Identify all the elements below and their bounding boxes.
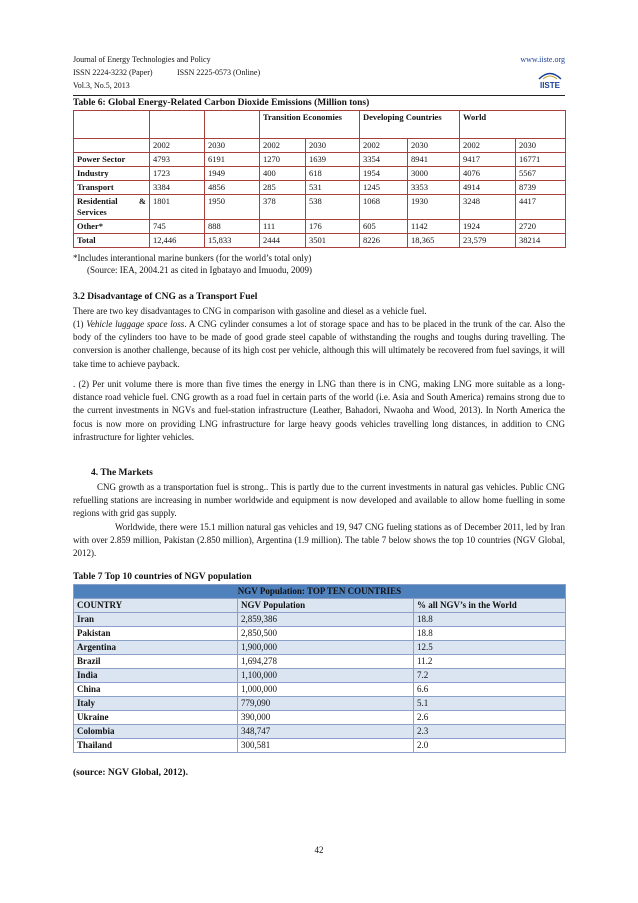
ngv-population-table xyxy=(73,584,566,753)
value-cell: 4076 xyxy=(460,167,516,181)
country-cell: Ukraine xyxy=(74,711,238,725)
section-heading: 3.2 Disadvantage of CNG as a Transport Fuel xyxy=(73,292,258,302)
value-cell: 18.8 xyxy=(414,627,566,641)
value-cell: 1924 xyxy=(460,220,516,234)
table6-caption: Table 6: Global Energy-Related Carbon Dioxide Emissions (Million tons) xyxy=(73,98,370,108)
value-cell: 1,000,000 xyxy=(238,683,414,697)
value-cell: 1270 xyxy=(260,153,306,167)
value-cell: 1245 xyxy=(360,181,408,195)
country-cell: Iran xyxy=(74,613,238,627)
value-cell: 1142 xyxy=(408,220,460,234)
value-cell: 1068 xyxy=(360,195,408,220)
value-cell: 390,000 xyxy=(238,711,414,725)
table7-title-row xyxy=(74,585,566,599)
value-cell: 8226 xyxy=(360,234,408,248)
country-cell: India xyxy=(74,669,238,683)
journal-url[interactable]: www.iiste.org xyxy=(520,55,565,64)
value-cell: 38214 xyxy=(516,234,566,248)
co2-emissions-table xyxy=(73,110,566,248)
country-cell: Colombia xyxy=(74,725,238,739)
paragraph: Worldwide, there were 15.1 million natural gas vehicles and 19, 947 CNG fueling stations as of December 2011, led by Iran with over 2.859 million, Pakistan (2.850 million), Argentina (1.9 million). The table 7 below shows the top 10 countries (NGV Global, 2012). xyxy=(73,522,565,559)
table-row xyxy=(74,669,566,683)
country-cell: Brazil xyxy=(74,655,238,669)
value-cell: 2,859,386 xyxy=(238,613,414,627)
group-world: World xyxy=(460,111,566,139)
value-cell: 18.8 xyxy=(414,613,566,627)
table7-source: (source: NGV Global, 2012). xyxy=(73,768,188,778)
value-cell: 3384 xyxy=(150,181,205,195)
row-label xyxy=(74,195,150,220)
country-cell: Pakistan xyxy=(74,627,238,641)
year-cell: 2002 xyxy=(150,139,205,153)
value-cell: 1950 xyxy=(205,195,260,220)
value-cell: 9417 xyxy=(460,153,516,167)
value-cell: 745 xyxy=(150,220,205,234)
value-cell: 3353 xyxy=(408,181,460,195)
value-cell: 348,747 xyxy=(238,725,414,739)
row-label: Industry xyxy=(74,167,150,181)
value-cell: 2.3 xyxy=(414,725,566,739)
value-cell: 5.1 xyxy=(414,697,566,711)
value-cell: 1949 xyxy=(205,167,260,181)
row-label: Transport xyxy=(74,181,150,195)
value-cell: 2720 xyxy=(516,220,566,234)
value-cell: 11.2 xyxy=(414,655,566,669)
value-cell: 8739 xyxy=(516,181,566,195)
group-transition: Transition Economies xyxy=(260,111,360,139)
column-header: NGV Population xyxy=(238,599,414,613)
table-row xyxy=(74,641,566,655)
table6-footnote: *Includes interantional marine bunkers (for the world’s total only) xyxy=(73,253,312,263)
table6-year-row xyxy=(74,139,566,153)
group-developing: Developing Countries xyxy=(360,111,460,139)
row-label: Other* xyxy=(74,220,150,234)
value-cell: 538 xyxy=(306,195,360,220)
paragraph: (1) Vehicle luggage space loss. A CNG cylinder consumes a lot of storage space and has to be placed in the trunk of the car. Also the body of the cylinders too have to be made of good grade steel capable of withstanding the roughs and toughs during travelling. The conversion is another challenge, because of its high cost per vehicle, although this will ultimately be recovered from fuel savings, it will take time to achieve payback. xyxy=(73,319,566,369)
value-cell: 2444 xyxy=(260,234,306,248)
value-cell: 23,579 xyxy=(460,234,516,248)
value-cell: 3248 xyxy=(460,195,516,220)
value-cell: 531 xyxy=(306,181,360,195)
table-row xyxy=(74,683,566,697)
table7-title: NGV Population: TOP TEN COUNTRIES xyxy=(74,585,566,599)
table-row xyxy=(74,739,566,753)
paragraph: There are two key disadvantages to CNG in comparison with gasoline and diesel as a vehicle fuel. xyxy=(73,306,427,316)
value-cell: 2.0 xyxy=(414,739,566,753)
value-cell: 4914 xyxy=(460,181,516,195)
paragraph: . (2) Per unit volume there is more than five times the energy in LNG than there is in CNG, making LNG more suitable as a long-distance road vehicle fuel. CNG growth as a road fuel in certain parts of the world (i.e. Asia and South America) remains strong due to the current investments in NGVs and fuel-station infrastructure (Leather, Bahadori, Nwaoha and Wood, 2013). In North America the focus is now more on providing LNG infrastructure for large heavy goods vehicles travelling long distances, in addition to CNG infrastructure for lighter vehicles. xyxy=(73,379,565,442)
table6-notes xyxy=(73,252,312,276)
page-number: 42 xyxy=(314,845,324,855)
value-cell: 1639 xyxy=(306,153,360,167)
table-row xyxy=(74,153,566,167)
table-row xyxy=(74,725,566,739)
value-cell: 3000 xyxy=(408,167,460,181)
value-cell: 8941 xyxy=(408,153,460,167)
value-cell: 779,090 xyxy=(238,697,414,711)
row-label-part: Services xyxy=(77,207,107,217)
volume-info: Vol.3, No.5, 2013 xyxy=(73,81,130,90)
journal-name: Journal of Energy Technologies and Policy xyxy=(73,55,211,64)
value-cell: 1801 xyxy=(150,195,205,220)
table-row xyxy=(74,655,566,669)
value-cell: 7.2 xyxy=(414,669,566,683)
table6-source: (Source: IEA, 2004.21 as cited in Igbatayo and Imuodu, 2009) xyxy=(87,265,312,275)
column-header: % all NGV’s in the World xyxy=(414,599,566,613)
value-cell: 111 xyxy=(260,220,306,234)
value-cell: 15,833 xyxy=(205,234,260,248)
value-cell: 12,446 xyxy=(150,234,205,248)
table-row xyxy=(74,697,566,711)
emphasis-text: Vehicle luggage space loss xyxy=(86,319,185,329)
table-row xyxy=(74,181,566,195)
value-cell: 2,850,500 xyxy=(238,627,414,641)
section-heading: 4. The Markets xyxy=(91,468,153,478)
year-cell: 2030 xyxy=(205,139,260,153)
value-cell: 5567 xyxy=(516,167,566,181)
table7-header-row xyxy=(74,599,566,613)
value-cell: 6191 xyxy=(205,153,260,167)
year-cell: 2030 xyxy=(516,139,566,153)
value-cell: 18,365 xyxy=(408,234,460,248)
column-header: COUNTRY xyxy=(74,599,238,613)
value-cell: 1930 xyxy=(408,195,460,220)
iiste-logo xyxy=(535,70,565,90)
row-label: Total xyxy=(74,234,150,248)
value-cell: 605 xyxy=(360,220,408,234)
table-row xyxy=(74,195,566,220)
value-cell: 1,900,000 xyxy=(238,641,414,655)
value-cell: 6.6 xyxy=(414,683,566,697)
table-row xyxy=(74,711,566,725)
value-cell: 3501 xyxy=(306,234,360,248)
value-cell: 2.6 xyxy=(414,711,566,725)
issn-online: ISSN 2225-0573 (Online) xyxy=(177,68,261,77)
value-cell: 378 xyxy=(260,195,306,220)
row-label-part: Residential xyxy=(77,196,118,206)
country-cell: China xyxy=(74,683,238,697)
value-cell: 300,581 xyxy=(238,739,414,753)
table-row xyxy=(74,234,566,248)
year-cell: 2030 xyxy=(306,139,360,153)
row-label: Power Sector xyxy=(74,153,150,167)
value-cell: 618 xyxy=(306,167,360,181)
table-row xyxy=(74,627,566,641)
year-cell: 2030 xyxy=(408,139,460,153)
year-cell: 2002 xyxy=(260,139,306,153)
issn-paper: ISSN 2224-3232 (Paper) xyxy=(73,68,153,77)
table-row xyxy=(74,167,566,181)
year-cell: 2002 xyxy=(360,139,408,153)
value-cell: 1954 xyxy=(360,167,408,181)
country-cell: Thailand xyxy=(74,739,238,753)
value-cell: 16771 xyxy=(516,153,566,167)
paragraph: CNG growth as a transportation fuel is strong.. This is partly due to the current investments in natural gas vehicles. Public CNG refuelling stations are increasing in number worldwide and equipment is now developed and available to allow home fuelling in some regions with grid gas supply. xyxy=(73,482,565,519)
value-cell: 176 xyxy=(306,220,360,234)
logo-text: IISTE xyxy=(539,81,561,90)
table-row xyxy=(74,220,566,234)
value-cell: 400 xyxy=(260,167,306,181)
value-cell: 1,694,278 xyxy=(238,655,414,669)
value-cell: 888 xyxy=(205,220,260,234)
value-cell: 4417 xyxy=(516,195,566,220)
table7-caption: Table 7 Top 10 countries of NGV population xyxy=(73,572,252,582)
table-row xyxy=(74,613,566,627)
value-cell: 4856 xyxy=(205,181,260,195)
header-rule xyxy=(73,95,565,96)
value-cell: 4793 xyxy=(150,153,205,167)
value-cell: 1723 xyxy=(150,167,205,181)
row-label-amp: & xyxy=(138,196,146,206)
year-cell: 2002 xyxy=(460,139,516,153)
value-cell: 1,100,000 xyxy=(238,669,414,683)
value-cell: 3354 xyxy=(360,153,408,167)
table6-group-row xyxy=(74,111,566,139)
country-cell: Argentina xyxy=(74,641,238,655)
value-cell: 285 xyxy=(260,181,306,195)
value-cell: 12.5 xyxy=(414,641,566,655)
country-cell: Italy xyxy=(74,697,238,711)
